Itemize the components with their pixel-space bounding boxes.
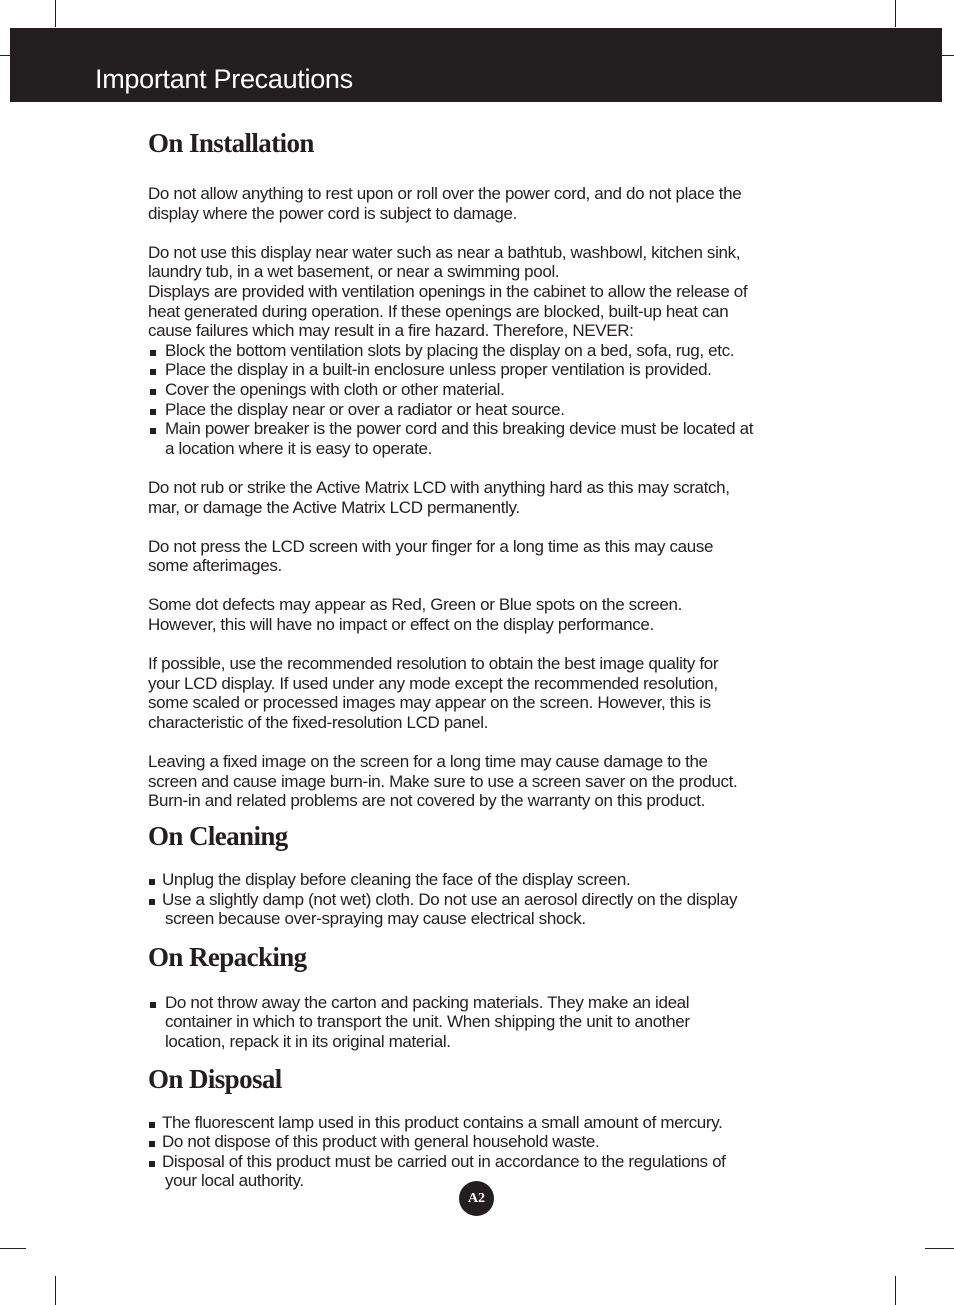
paragraph: Do not rub or strike the Active Matrix LCD with anything hard as this may scratch, mar, or damage the Active Matrix LCD permanently. (148, 477, 730, 517)
document-body (148, 126, 818, 1191)
section-repacking (148, 940, 818, 1052)
bullet-square-icon (150, 409, 156, 415)
list-item: Place the display in a built-in enclosure unless proper ventilation is provided. (148, 360, 818, 380)
bullet-square-icon (150, 428, 156, 434)
list-item: Cover the openings with cloth or other material. (148, 380, 818, 400)
list-item: Do not throw away the carton and packing materials. They make an ideal container in which to transport the unit. When shipping the unit to another location, repack it in its original material. (148, 993, 818, 1052)
list-item: Do not dispose of this product with general household waste. (148, 1132, 818, 1152)
bullet-square-icon (150, 1002, 156, 1008)
crop-mark (0, 1248, 26, 1249)
page-title: Important Precautions (95, 64, 353, 94)
section-installation (148, 126, 818, 811)
section-heading: On Repacking (148, 941, 307, 972)
crop-mark (942, 55, 954, 56)
section-heading: On Installation (148, 128, 314, 158)
bullet-square-icon (149, 899, 155, 905)
paragraph: Do not use this display near water such as near a bathtub, washbowl, kitchen sink, laundry tub, in a wet basement, or near a swimming pool. Displays are provided with ventilation openings in the cabinet to allow the release of heat generated during operation. If these openings are blocked, built-up heat can cause failures which may result in a fire hazard. Therefore, NEVER: (148, 242, 748, 341)
crop-mark (55, 0, 56, 27)
bullet-list (148, 1113, 818, 1191)
bullet-square-icon (149, 879, 155, 885)
header-bar (10, 28, 942, 102)
bullet-list (148, 341, 818, 459)
crop-mark (925, 1248, 954, 1249)
list-item: Unplug the display before cleaning the face of the display screen. (148, 870, 818, 890)
crop-mark (895, 0, 896, 27)
list-item: Block the bottom ventilation slots by placing the display on a bed, sofa, rug, etc. (148, 341, 818, 361)
section-heading: On Disposal (148, 1063, 282, 1094)
bullet-square-icon (149, 1122, 155, 1128)
page-number-badge: A2 (459, 1181, 494, 1216)
list-item: Disposal of this product must be carried out in accordance to the regulations of your local authority. (148, 1152, 818, 1191)
section-cleaning (148, 819, 818, 929)
bullet-square-icon (150, 389, 156, 395)
crop-mark (55, 1276, 56, 1305)
section-heading: On Cleaning (148, 821, 288, 851)
paragraph: Leaving a fixed image on the screen for a long time may cause damage to the screen and cause image burn-in. Make sure to use a screen saver on the product. Burn-in and related problems are not covered by the warranty on this product. (148, 752, 738, 811)
paragraph: Do not press the LCD screen with your finger for a long time as this may cause some afterimages. (148, 536, 714, 576)
list-item: Place the display near or over a radiator or heat source. (148, 400, 818, 420)
bullet-square-icon (150, 369, 156, 375)
list-item: Main power breaker is the power cord and this breaking device must be located at a location where it is easy to operate. (148, 419, 818, 458)
crop-mark (895, 1276, 896, 1305)
paragraph: Do not allow anything to rest upon or roll over the power cord, and do not place the display where the power cord is subject to damage. (148, 184, 742, 223)
crop-mark (0, 55, 10, 56)
paragraph: Some dot defects may appear as Red, Green or Blue spots on the screen. However, this will have no impact or effect on the display performance. (148, 595, 682, 635)
bullet-square-icon (150, 350, 156, 356)
paragraph: If possible, use the recommended resolution to obtain the best image quality for your LCD display. If used under any mode except the recommended resolution, some scaled or processed images may appear on the screen. However, this is characteristic of the fixed-resolution LCD panel. (148, 654, 719, 733)
section-disposal (148, 1062, 818, 1191)
list-item: The fluorescent lamp used in this product contains a small amount of mercury. (148, 1113, 818, 1133)
bullet-square-icon (149, 1141, 155, 1147)
bullet-list (148, 993, 818, 1052)
bullet-square-icon (149, 1161, 155, 1167)
list-item: Use a slightly damp (not wet) cloth. Do not use an aerosol directly on the display screen because over-spraying may cause electrical shock. (148, 890, 818, 929)
bullet-list (148, 870, 818, 929)
